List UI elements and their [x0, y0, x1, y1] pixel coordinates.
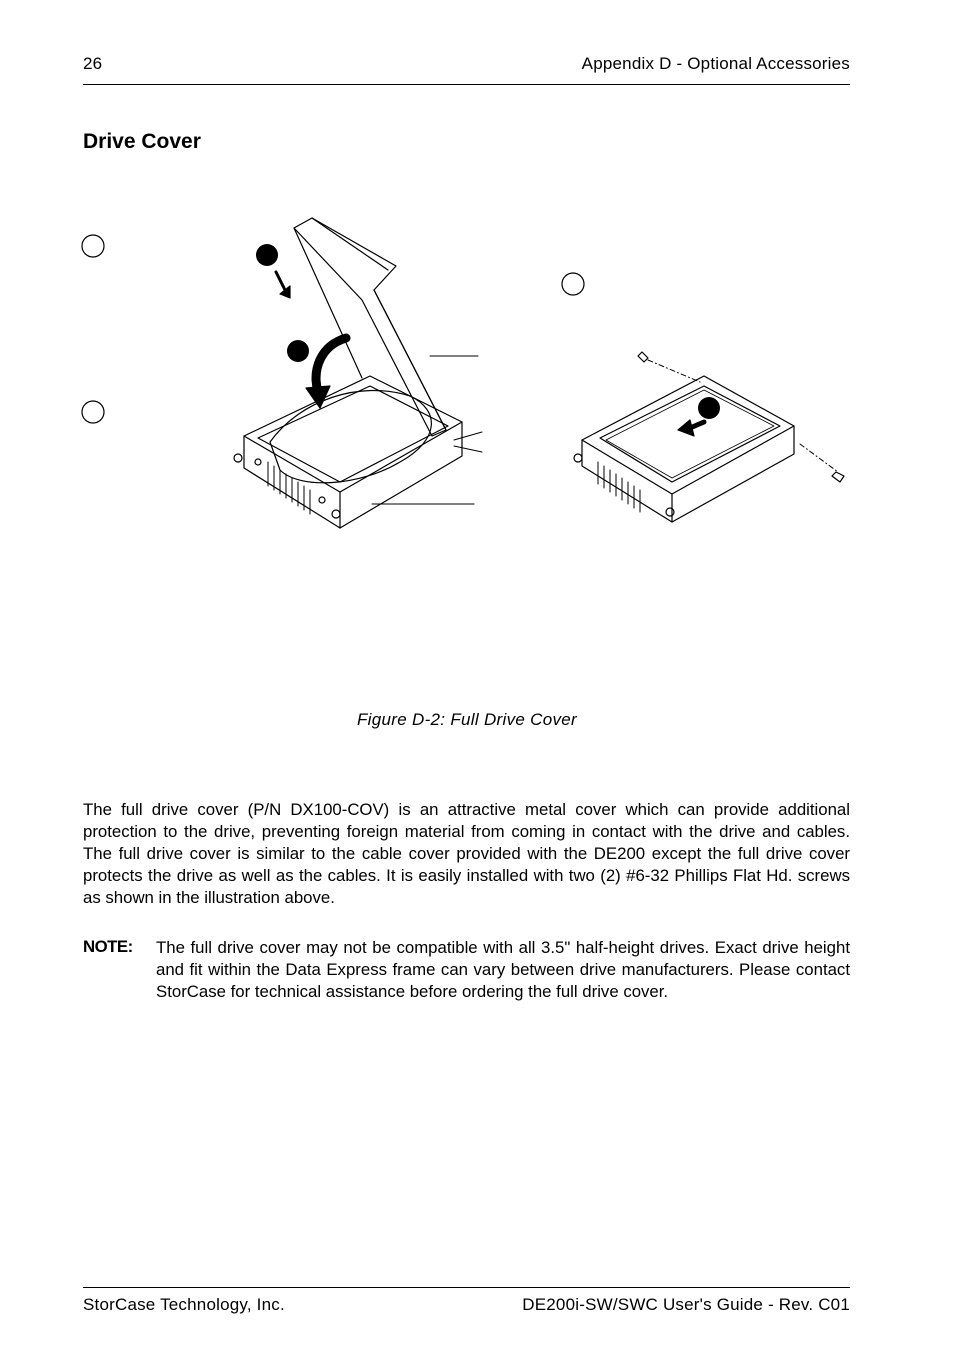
drive-cover-illustration: [0, 200, 954, 560]
page-title: Drive Cover: [83, 130, 201, 153]
header-rule: [83, 84, 850, 85]
footer-guide: DE200i-SW/SWC User's Guide - Rev. C01: [522, 1295, 850, 1314]
body-paragraph: The full drive cover (P/N DX100-COV) is an attractive metal cover which can provide additional protection to the drive, preventing foreign material from coming in contact with the drive and cables. The full drive cover is similar to the cable cover provided with the DE200 except the full drive cover protects the drive as well as the cables. It is easily installed with two (2) #6-32 Phillips Flat Hd. screws as shown in the illustration above.: [83, 800, 850, 907]
figure-caption: Figure D-2: Full Drive Cover: [356, 710, 577, 729]
header-section: Appendix D - Optional Accessories: [581, 54, 850, 73]
footer-rule: [83, 1287, 850, 1288]
callout-circle-2: [82, 401, 104, 423]
callout-circle-3: [562, 273, 584, 295]
note-label: NOTE:: [83, 937, 133, 956]
callout-circle-1: [82, 235, 104, 257]
page-number: 26: [83, 54, 103, 73]
carrier-right: [574, 352, 844, 522]
note-text: The full drive cover may not be compatible with all 3.5" half-height drives. Exact drive height and fit within the Data Express frame can vary between drive manufacturers. Please contact StorCase for technical assistance before ordering the full drive cover.: [156, 938, 850, 1001]
footer-company: StorCase Technology, Inc.: [83, 1295, 285, 1314]
